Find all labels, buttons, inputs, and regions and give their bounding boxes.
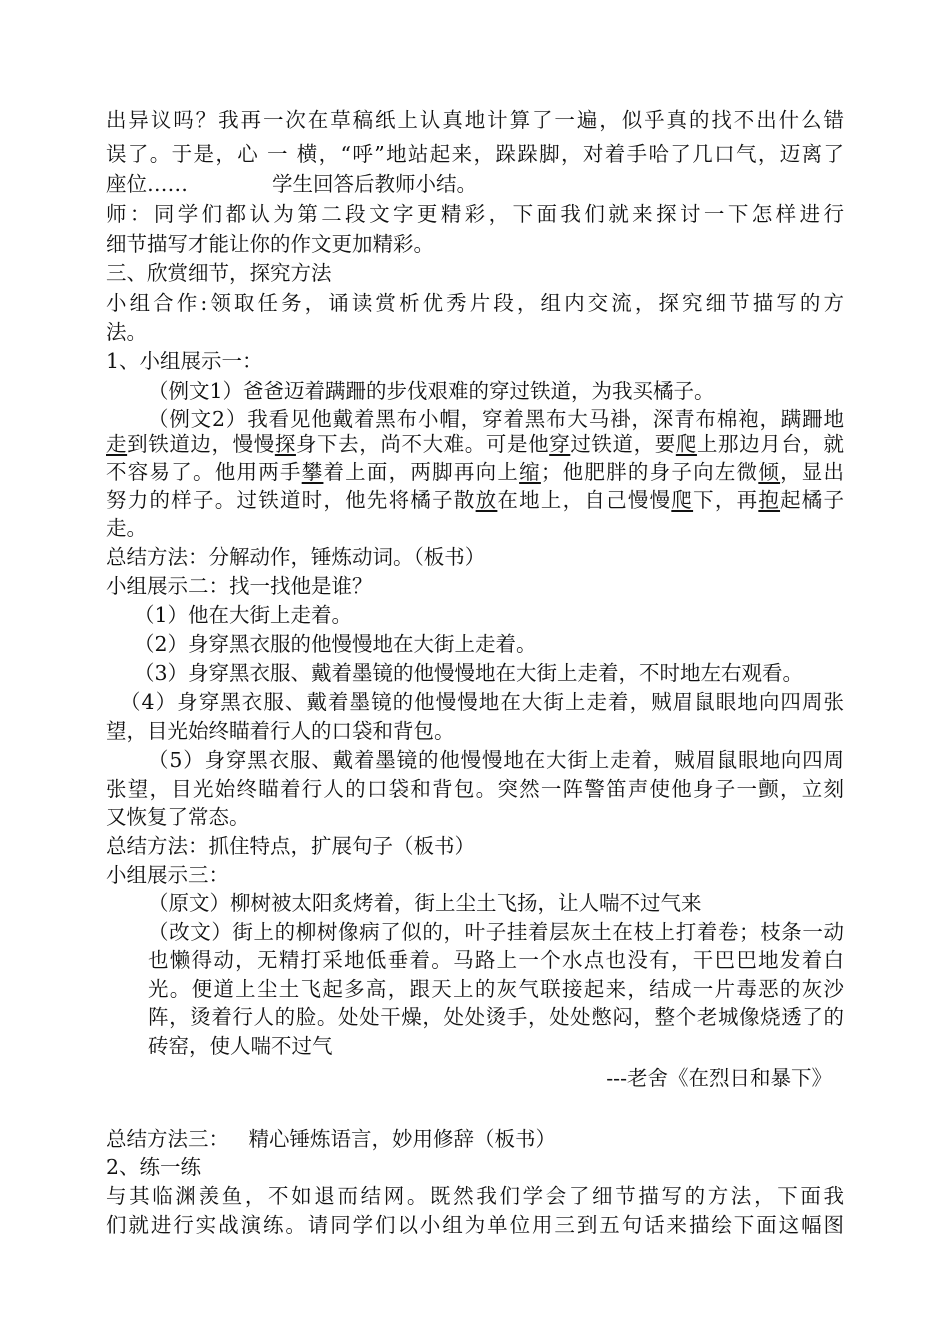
verb-highlight: 爬 [671,488,694,512]
verb-highlight: 穿 [549,432,571,456]
example-text [106,486,844,514]
revised-text-line: 阵，烫着行人的脸。处处干燥，处处烫手，处处憋闷，整个老城像烧透了的 [148,1005,844,1029]
subsection-heading: 小组展示二：找一找他是谁？ [106,574,373,598]
list-item: （3）身穿黑衣服、戴着墨镜的他慢慢地在大街上走着，不时地左右观看。 [134,661,804,685]
revised-text-line: （改文）街上的柳树像病了似的，叶子挂着层灰土在枝上打着卷；枝条一动 [148,920,844,944]
subsection-heading: 1、小组展示一： [106,349,263,373]
verb-highlight: 缩 [519,460,541,484]
text-segment: 下，再 [693,488,759,512]
text-segment: 到铁道边，慢慢 [127,432,275,456]
verb-highlight: 放 [475,488,498,512]
revised-text-line: 光。便道上尘土飞起多高，跟天上的灰气联接起来，结成一片毒恶的灰沙 [148,977,844,1001]
list-item: （1）他在大街上走着。 [134,603,353,627]
text-segment: 在地上，自己慢慢 [497,488,672,512]
list-item: （5）身穿黑衣服、戴着墨镜的他慢慢地在大街上走着，贼眉鼠眼地向四周 [148,748,844,772]
text-segment: 努力的样子。过铁道时，他先将橘子散 [106,488,476,512]
text-segment: 学生回答后教师小结。 [272,172,477,196]
revised-text-line: 砖窑，使人喘不过气 [148,1034,333,1058]
paragraph-line: 误了。于是，心 一 横，“呼”地站起来，跺跺脚，对着手哈了几口气，迈离了 [106,142,844,166]
verb-highlight: 走 [106,432,128,456]
text-segment: ；他肥胖的身子向左微 [540,460,759,484]
text-segment: ，显出 [780,460,845,484]
paragraph-line: 小组合作:领取任务，诵读赏析优秀片段，组内交流，探究细节描写的方 [106,291,844,315]
paragraph-line: 师：同学们都认为第二段文字更精彩，下面我们就来探讨一下怎样进行 [106,202,844,226]
method-summary: 总结方法三： 精心锤炼语言，妙用修辞（板书） [106,1127,557,1151]
example-text: 走。 [106,516,147,540]
subsection-heading: 2、练一练 [106,1155,202,1179]
text-segment: 着上面，两脚再向上 [323,460,520,484]
text-segment: 起橘子 [780,488,845,512]
revised-text-line: 也懒得动，无精打采地低垂着。马路上一个水点也没有，干巴巴地发着白 [148,948,844,972]
example-text [106,458,844,486]
section-heading: 三、欣赏细节，探究方法 [106,261,332,285]
paragraph-line: 与其临渊羡鱼，不如退而结网。既然我们学会了细节描写的方法，下面我 [106,1184,844,1208]
original-text: （原文）柳树被太阳炙烤着，街上尘土飞扬，让人喘不过气来 [148,891,702,915]
example-text: （例文1）爸爸迈着蹒跚的步伐艰难的穿过铁道，为我买橘子。 [148,379,715,403]
verb-highlight: 攀 [301,460,324,484]
list-item: （2）身穿黑衣服的他慢慢地在大街上走着。 [134,632,537,656]
attribution: ---老舍《在烈日和暴下》 [606,1066,832,1090]
paragraph-line [106,170,477,198]
text-segment: 不容易了。他用两手 [106,460,302,484]
paragraph-line: 们就进行实战演练。请同学们以小组为单位用三到五句话来描绘下面这幅图 [106,1213,844,1237]
verb-highlight: 抱 [758,488,781,512]
example-text [106,430,844,458]
verb-highlight: 爬 [675,432,697,456]
paragraph-line: 法。 [106,320,147,344]
example-text: （例文2）我看见他戴着黑布小帽，穿着黑布大马褂，深青布棉袍，蹒跚地 [148,407,844,431]
text-segment: 座位…… [106,172,188,196]
list-item: 张望，目光始终瞄着行人的口袋和背包。突然一阵警笛声使他身子一颤，立刻 [106,777,844,801]
method-summary: 总结方法：分解动作，锤炼动词。（板书） [106,545,486,569]
method-summary: 总结方法：抓住特点，扩展句子（板书） [106,834,475,858]
list-item: 又恢复了常态。 [106,805,250,829]
verb-highlight: 倾 [758,460,781,484]
text-segment: 上那边月台，就 [696,432,845,456]
list-item: （4）身穿黑衣服、戴着墨镜的他慢慢地在大街上走着，贼眉鼠眼地向四周张 [120,690,844,714]
verb-highlight: 探 [274,432,296,456]
text-segment: 身下去，尚不大难。可是他 [295,432,550,456]
paragraph-line: 细节描写才能让你的作文更加精彩。 [106,232,434,256]
subsection-heading: 小组展示三： [106,863,229,887]
text-segment: 过铁道，要 [570,432,676,456]
list-item: 望，目光始终瞄着行人的口袋和背包。 [106,719,455,743]
paragraph-line: 出异议吗？我再一次在草稿纸上认真地计算了一遍，似乎真的找不出什么错 [106,108,844,132]
